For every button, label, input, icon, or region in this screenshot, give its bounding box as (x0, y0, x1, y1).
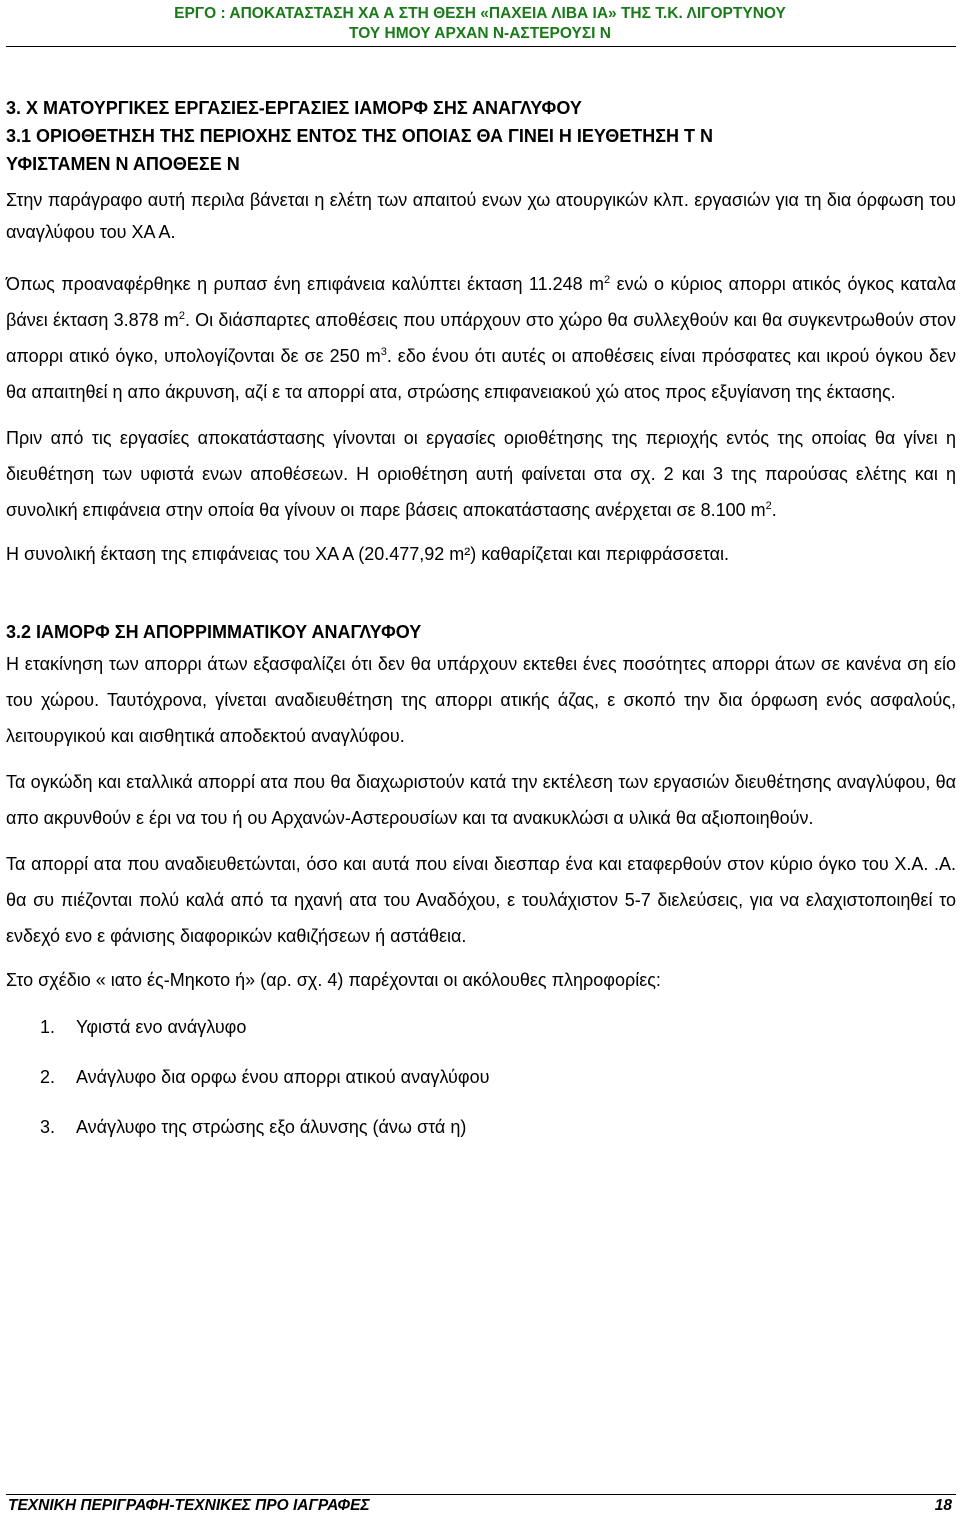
header-divider (6, 46, 956, 47)
footer-divider (6, 1494, 956, 1495)
list-item: 3. Ανάγλυφο της στρώσης εξο άλυνσης (άνω στά η) (40, 1117, 467, 1137)
section-3-2-paragraph-3: Τα απορρί ατα που αναδιευθετώνται, όσο και αυτά που είναι διεσπαρ ένα και εταφερθούν στον κύριο όγκο του Χ.Α. .Α. θα συ πιέζονται πολύ καλά από τα ηχανή ατα του Αναδόχου, ε τουλάχιστον 5-7 διελεύσεις, για να ελαχιστοποιηθεί το ενδεχό ενο ε φάνισης διαφορικών καθιζήσεων ή αστάθεια. (6, 854, 956, 946)
header-project-line: ΕΡΓΟ : ΑΠΟΚΑΤΑΣΤΑΣΗ ΧΑ Α ΣΤΗ ΘΕΣΗ «ΠΑΧΕΙΑ ΛΙΒΑ ΙΑ» ΤΗΣ Τ.Κ. ΛΙΓΟΡΤΥΝΟΥ (174, 5, 786, 22)
section-3-2-paragraph-2: Τα ογκώδη και εταλλικά απορρί ατα που θα διαχωριστούν κατά την εκτέλεση των εργασιών διευθέτησης αναγλύφου, θα απο ακρυνθούν ε έρι να του ή ου Αρχανών-Αστερουσίων και τα ανακυκλώσι α υλικά θα αξιοποιηθούν. (6, 772, 956, 828)
document-header (0, 4, 960, 44)
section-3-1-title-line2: ΥΦΙΣΤΑΜΕΝ Ν ΑΠΟΘΕΣΕ Ν (6, 154, 240, 174)
page-content (6, 94, 956, 1160)
section-3-1-paragraph-3: Πριν από τις εργασίες αποκατάστασης γίνονται οι εργασίες οριοθέτησης της περιοχής εντός της οποίας θα γίνει η διευθέτηση των υφιστά ενων αποθέσεων. Η οριοθέτηση αυτή φαίνεται στα σχ. 2 και 3 της παρούσας ελέτης και η συνολική επιφάνεια στην οποία θα γίνουν οι παρε βάσεις αποκατάστασης ανέρχεται σε 8.100 $m^2$. (6, 428, 956, 520)
section-3-2-title: 3.2 ΙΑΜΟΡΦ ΣΗ ΑΠΟΡΡΙΜΜΑΤΙΚΟΥ ΑΝΑΓΛΥΦΟΥ (6, 622, 422, 642)
section-3-1-title-line1: 3.1 ΟΡΙΟΘΕΤΗΣΗ ΤΗΣ ΠΕΡΙΟΧΗΣ ΕΝΤΟΣ ΤΗΣ ΟΠΟΙΑΣ ΘΑ ΓΙΝΕΙ Η ΙΕΥΘΕΤΗΣΗ Τ Ν (6, 126, 714, 146)
drawing-contents-list (6, 1010, 956, 1144)
section-3-title: 3. Χ ΜΑΤΟΥΡΓΙΚΕΣ ΕΡΓΑΣΙΕΣ-ΕΡΓΑΣΙΕΣ ΙΑΜΟΡΦ ΣΗΣ ΑΝΑΓΛΥΦΟΥ (6, 98, 582, 118)
section-3-2-paragraph-1: Η ετακίνηση των απορρι άτων εξασφαλίζει ότι δεν θα υπάρχουν εκτεθει ένες ποσότητες απορρι άτων σε κανένα ση είο του χώρου. Ταυτόχρονα, γίνεται αναδιευθέτηση της απορρι ατικής άζας, ε σκοπό την δια όρφωση ενός ασφαλούς, λειτουργικού και αισθητικά αποδεκτού αναγλύφου. (6, 654, 956, 746)
section-3-1-paragraph-2: Όπως προαναφέρθηκε η ρυπασ ένη επιφάνεια καλύπτει έκταση 11.248 $m^2$ ενώ ο κύριος απορρι ατικός όγκος καταλα βάνει έκταση 3.878 $m^2$. Οι διάσπαρτες αποθέσεις που υπάρχουν στο χώρο θα συλλεχθούν και θα συγκεντρωθούν στον απορρι ατικό όγκο, υπολογίζονται δε σε 250 $m^3$. εδο ένου ότι αυτές οι αποθέσεις είναι πρόσφατες και ικρού όγκου δεν θα απαιτηθεί η απο άκρυνση, αζί ε τα απορρί ατα, στρώσης επιφανειακού χώ ατος προς εξυγίανση της έκτασης. (6, 274, 957, 402)
list-item: 1. Υφιστά ενο ανάγλυφο (40, 1017, 247, 1037)
footer-title: ΤΕΧΝΙΚΗ ΠΕΡΙΓΡΑΦΗ-ΤΕΧΝΙΚΕΣ ΠΡΟ ΙΑΓΡΑΦΕΣ (8, 1497, 370, 1514)
page-number: 18 (934, 1497, 952, 1514)
section-3-1-paragraph-1: Στην παράγραφο αυτή περιλα βάνεται η ελέτη των απαιτού ενων χω ατουργικών κλπ. εργασιών για τη δια όρφωση του αναγλύφου του ΧΑ Α. (6, 190, 956, 242)
list-item: 2. Ανάγλυφο δια ορφω ένου απορρι ατικού αναγλύφου (40, 1067, 490, 1087)
header-municipality-line: ΤΟΥ ΗΜΟΥ ΑΡΧΑΝ Ν-ΑΣΤΕΡΟΥΣΙ Ν (349, 25, 611, 42)
section-3-2-paragraph-4: Στο σχέδιο « ιατο ές-Μηκοτο ή» (αρ. σχ. 4) παρέχονται οι ακόλουθες πληροφορίες: (6, 970, 661, 990)
section-3-1-paragraph-4: Η συνολική έκταση της επιφάνειας του ΧΑ Α (20.477,92 m²) καθαρίζεται και περιφράσσεται. (6, 544, 730, 564)
